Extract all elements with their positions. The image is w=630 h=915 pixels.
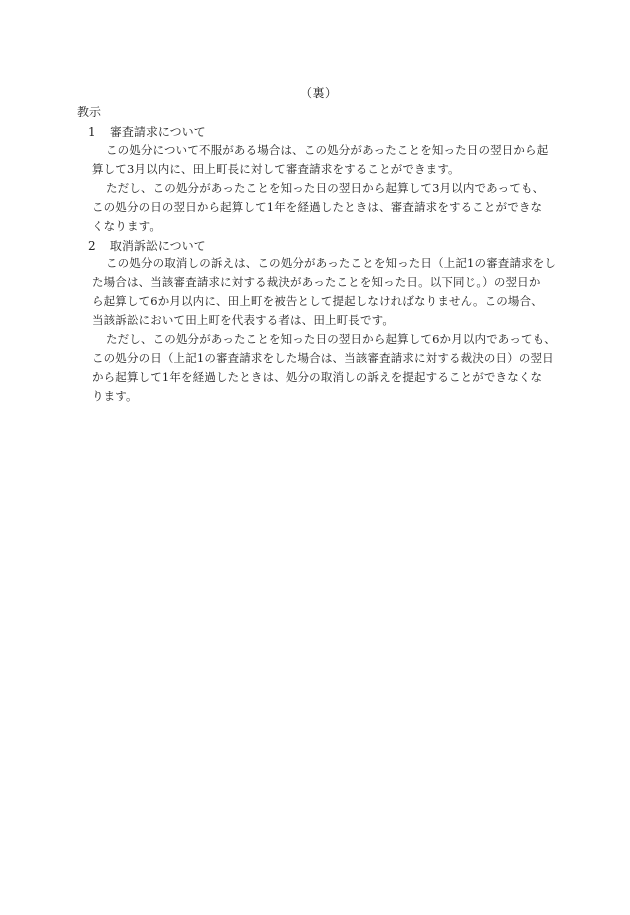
- section-1-number: 1: [88, 125, 96, 139]
- section-2-line-8: ります。: [92, 389, 138, 403]
- section-2-line-5: ただし、この処分があったことを知った日の翌日から起算して6か月以内であっても、: [106, 332, 556, 346]
- section-1-line-5: くなります。: [92, 219, 161, 233]
- section-1-title: [88, 123, 206, 140]
- section-2-title: [88, 237, 206, 254]
- section-1-title-text: 審査請求について: [109, 125, 206, 139]
- page-heading: 教示: [77, 105, 102, 119]
- section-2-number: 2: [88, 239, 96, 253]
- page-side-marker: （裏）: [300, 86, 338, 100]
- section-2-title-text: 取消訴訟について: [109, 239, 206, 253]
- section-2-line-3: ら起算して6か月以内に、田上町を被告として提起しなければなりません。この場合、: [92, 294, 543, 308]
- section-1-line-2: 算して3月以内に、田上町長に対して審査請求をすることができます。: [92, 162, 460, 176]
- section-1-line-3: ただし、この処分があったことを知った日の翌日から起算して3月以内であっても、: [106, 181, 545, 195]
- section-2-line-2: た場合は、当該審査請求に対する裁決があったことを知った日。以下同じ。）の翌日か: [92, 275, 541, 289]
- section-2-line-1: この処分の取消しの訴えは、この処分があったことを知った日（上記1の審査請求をし: [106, 256, 557, 270]
- section-1-line-4: この処分の日の翌日から起算して1年を経過したときは、審査請求をすることができな: [92, 200, 543, 214]
- section-2-line-6: この処分の日（上記1の審査請求をした場合は、当該審査請求に対する裁決の日）の翌日: [92, 351, 554, 365]
- section-2-line-4: 当該訴訟において田上町を代表する者は、田上町長です。: [92, 313, 394, 327]
- section-2-line-7: から起算して1年を経過したときは、処分の取消しの訴えを提起することができなくな: [92, 370, 543, 384]
- section-1-line-1: この処分について不服がある場合は、この処分があったことを知った日の翌日から起: [106, 143, 549, 157]
